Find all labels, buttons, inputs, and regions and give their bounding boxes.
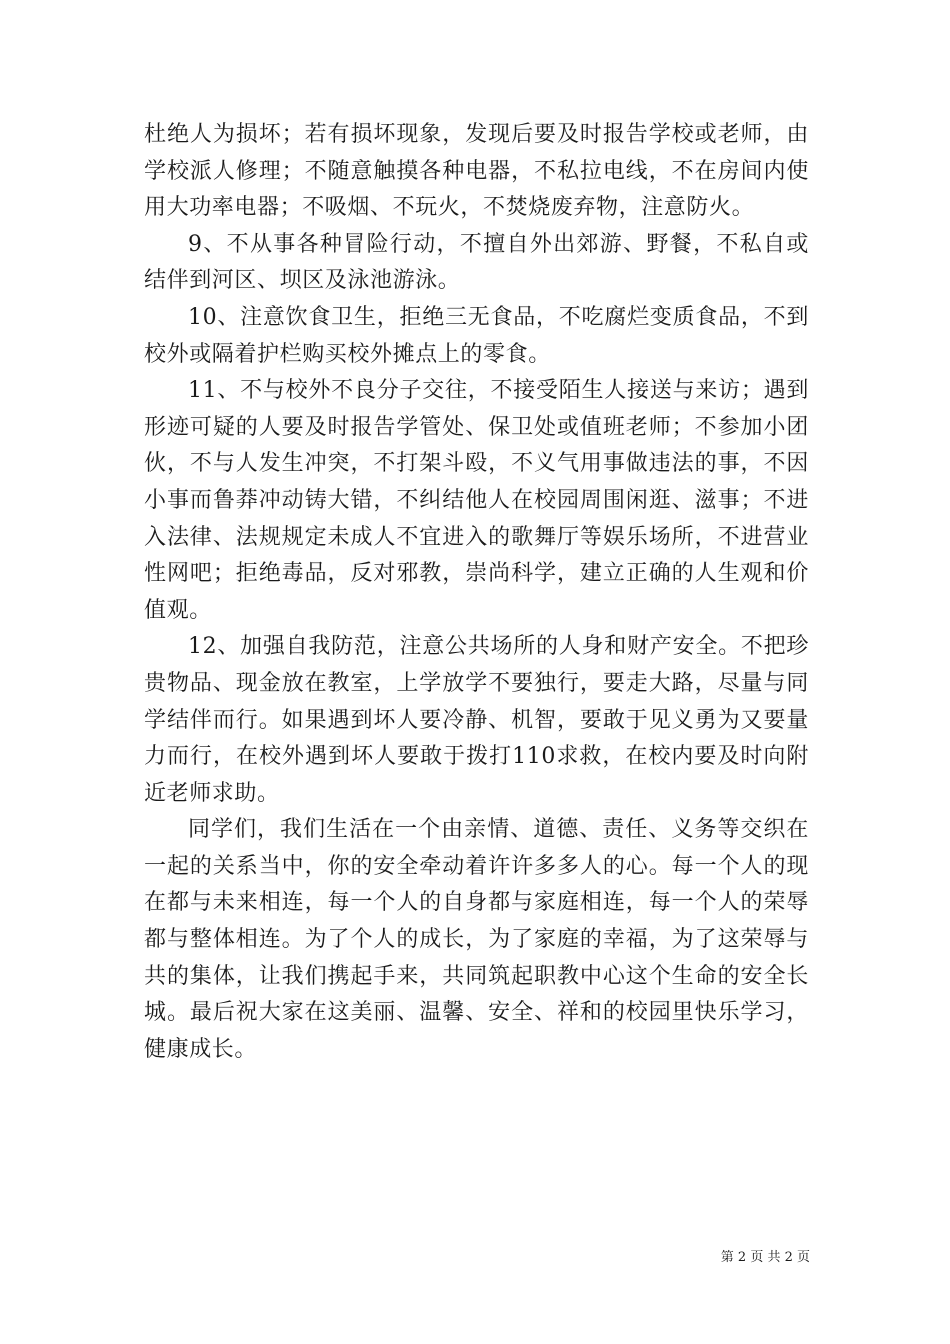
document-body — [144, 117, 809, 1068]
paragraph-closing: 同学们，我们生活在一个由亲情、道德、责任、义务等交织在一起的关系当中，你的安全牵动着许许多多人的心。每一个人的现在都与未来相连，每一个人的自身都与家庭相连，每一个人的荣辱都与整体相连。为了个人的成长，为了家庭的幸福，为了这荣辱与共的集体，让我们携起手来，共同筑起职教中心这个生命的安全长城。最后祝大家在这美丽、温馨、安全、祥和的校园里快乐学习，健康成长。 — [144, 817, 809, 1062]
paragraph-item-12: 12、加强自我防范，注意公共场所的人身和财产安全。不把珍贵物品、现金放在教室，上学放学不要独行，要走大路，尽量与同学结伴而行。如果遇到坏人要冷静、机智，要敢于见义勇为又要量力而行，在校外遇到坏人要敢于拨打110求救，在校内要及时向附近老师求助。 — [144, 634, 809, 806]
paragraph-continuation: 杜绝人为损坏；若有损坏现象，发现后要及时报告学校或老师，由学校派人修理；不随意触摸各种电器，不私拉电线，不在房间内使用大功率电器；不吸烟、不玩火，不焚烧废弃物，注意防火。 — [144, 122, 809, 221]
paragraph-item-9: 9、不从事各种冒险行动，不擅自外出郊游、野餐，不私自或结伴到河区、坝区及泳池游泳。 — [144, 231, 809, 294]
page-number-footer: 第 2 页 共 2 页 — [720, 1250, 810, 1265]
paragraph-item-10: 10、注意饮食卫生，拒绝三无食品，不吃腐烂变质食品，不到校外或隔着护栏购买校外摊点上的零食。 — [144, 304, 809, 367]
paragraph-item-11: 11、不与校外不良分子交往，不接受陌生人接送与来访；遇到形迹可疑的人要及时报告学管处、保卫处或值班老师；不参加小团伙，不与人发生冲突，不打架斗殴，不义气用事做违法的事，不因小事而鲁莽冲动铸大错，不纠结他人在校园周围闲逛、滋事；不进入法律、法规规定未成人不宜进入的歌舞厅等娱乐场所，不进营业性网吧；拒绝毒品，反对邪教，崇尚科学，建立正确的人生观和价值观。 — [144, 378, 809, 623]
